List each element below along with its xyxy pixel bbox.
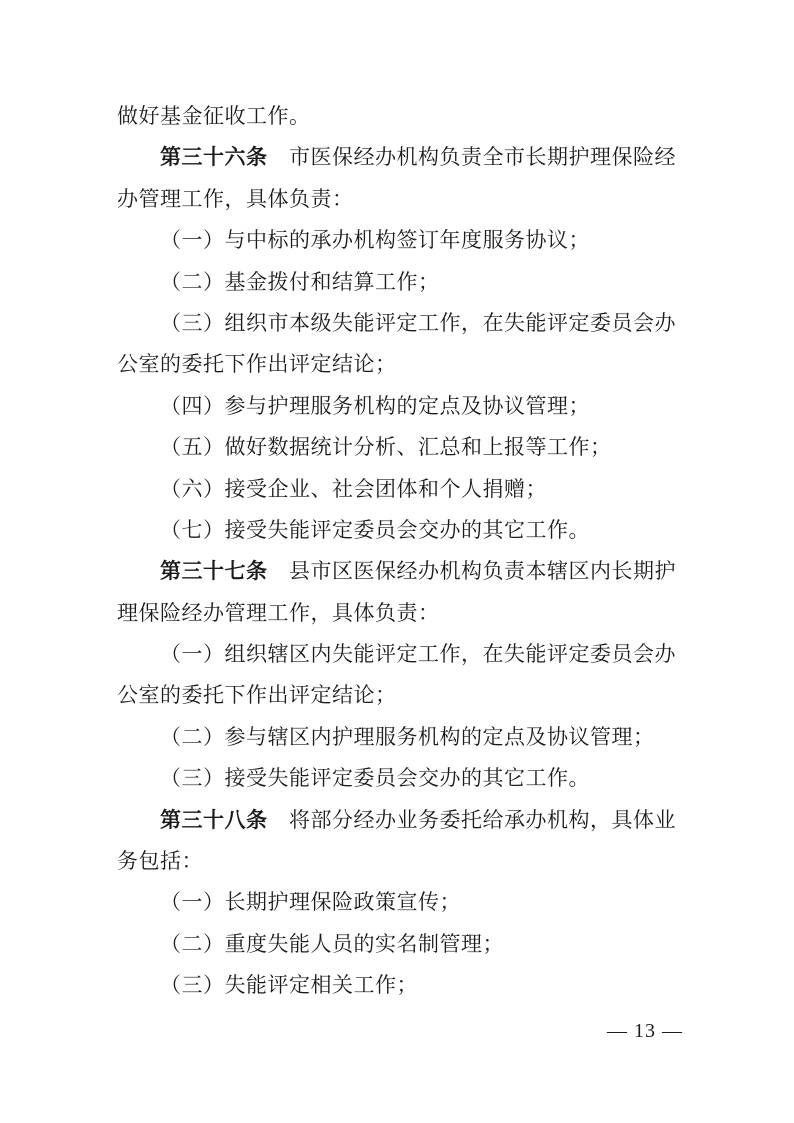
line-text: （四）参与护理服务机构的定点及协议管理； [160,393,590,418]
text-line [117,96,703,137]
text-line [117,841,703,882]
list-item-line [117,510,703,551]
line-text: 务包括： [117,849,203,874]
list-item-line [117,717,703,758]
list-item-line [117,758,703,799]
article-number: 第三十六条 [160,145,268,170]
document-body [117,96,703,1007]
article-number: 第三十八条 [160,807,268,832]
page-number: — 13 — [607,1020,683,1042]
list-item-line [117,634,703,675]
list-item-line [117,427,703,468]
text-line [117,675,703,716]
list-item-line [117,262,703,303]
line-text: （二）参与辖区内护理服务机构的定点及协议管理； [160,724,655,749]
text-line [117,344,703,385]
line-text: 将部分经办业务委托给承办机构，具体业 [267,807,676,832]
line-text: 市医保经办机构负责全市长期护理保险经 [267,145,676,170]
list-item-line [117,303,703,344]
line-text: 公室的委托下作出评定结论； [117,683,397,708]
text-line [117,179,703,220]
article-heading-line [117,800,703,841]
line-text: 理保险经办管理工作，具体负责： [117,600,440,625]
text-line [117,593,703,634]
list-item-line [117,469,703,510]
line-text: 县市区医保经办机构负责本辖区内长期护 [267,559,676,584]
list-item-line [117,882,703,923]
line-text: （一）组织辖区内失能评定工作，在失能评定委员会办 [160,642,676,667]
list-item-line [117,965,703,1006]
line-text: 办管理工作，具体负责： [117,186,354,211]
list-item-line [117,220,703,261]
line-text: （五）做好数据统计分析、汇总和上报等工作； [160,435,612,460]
line-text: （七）接受失能评定委员会交办的其它工作。 [160,517,590,542]
line-text: 公室的委托下作出评定结论； [117,352,397,377]
list-item-line [117,924,703,965]
list-item-line [117,386,703,427]
article-heading-line [117,551,703,592]
line-text: （二）基金拨付和结算工作； [160,269,440,294]
line-text: （三）失能评定相关工作； [160,973,418,998]
article-number: 第三十七条 [160,559,268,584]
line-text: （三）接受失能评定委员会交办的其它工作。 [160,766,590,791]
line-text: 做好基金征收工作。 [117,104,311,128]
line-text: （六）接受企业、社会团体和个人捐赠； [160,476,547,501]
line-text: （三）组织市本级失能评定工作，在失能评定委员会办 [160,310,676,335]
line-text: （一）与中标的承办机构签订年度服务协议； [160,228,590,253]
line-text: （一）长期护理保险政策宣传； [160,890,461,915]
line-text: （二）重度失能人员的实名制管理； [160,931,504,956]
article-heading-line [117,137,703,178]
